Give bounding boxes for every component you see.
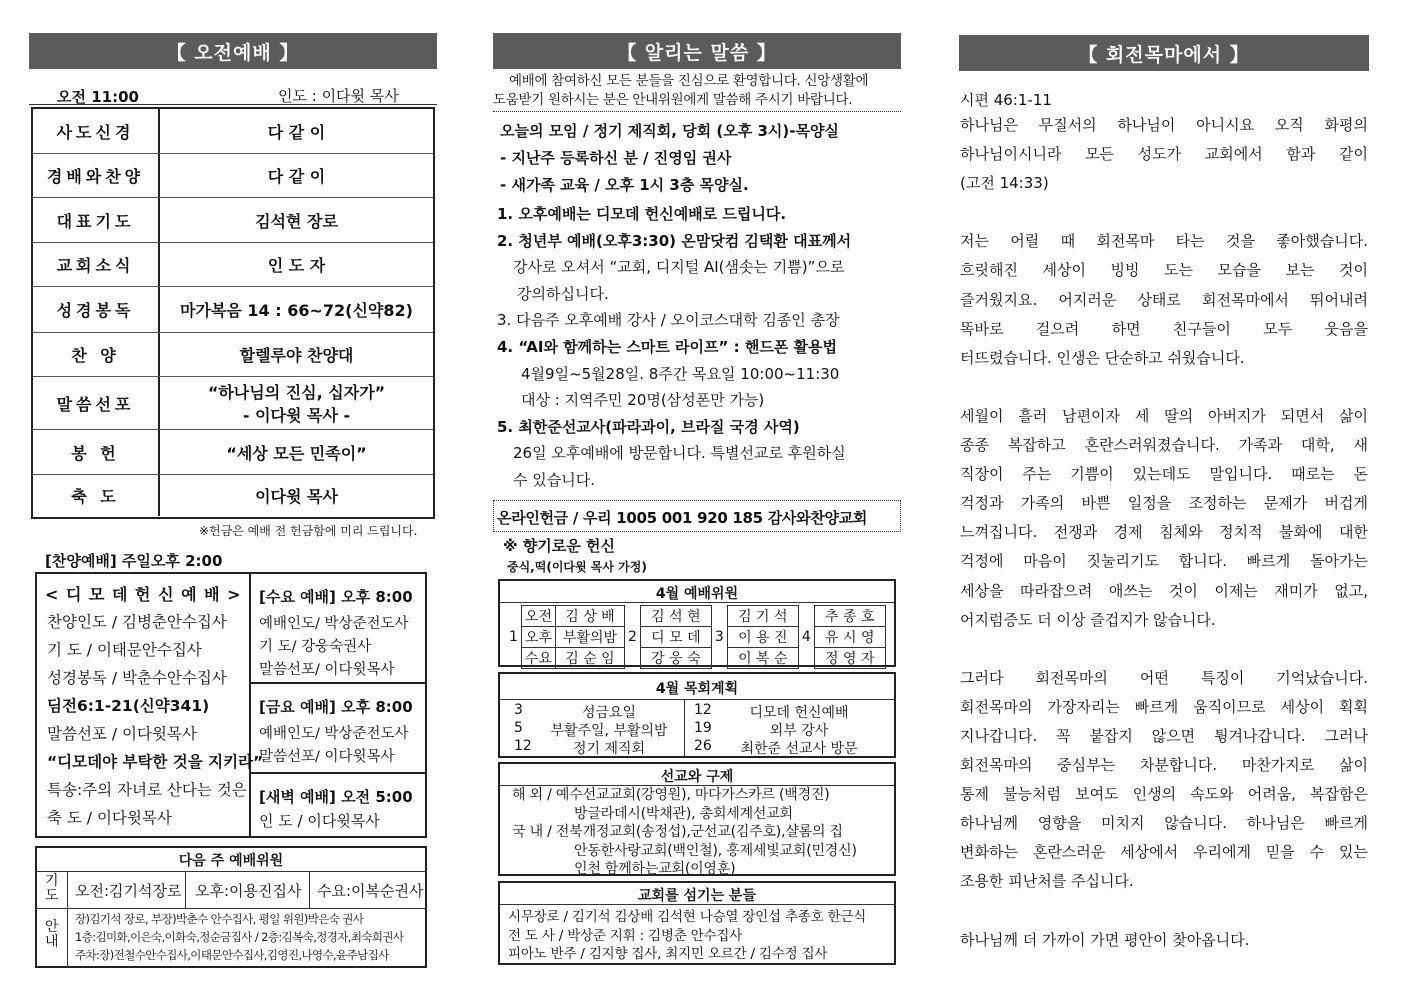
plan-event: 최한준 선교사 방문 [740, 741, 858, 757]
service-line: 인 도 / 이다윗목사 [259, 812, 380, 830]
notice-line: 대상 : 지역주민 20명(삼성폰만 가능) [521, 391, 765, 410]
week-number: 2 [627, 629, 637, 645]
order-label: 경배와찬양 [33, 154, 160, 197]
essay-line: 저는 어릴 때 회전목마 타는 것을 좋아했습니다. [960, 232, 1368, 251]
plan-event: 디모데 헌신예배 [749, 705, 849, 721]
order-label: 사도신경 [33, 109, 160, 153]
worship-leader: 인도 : 이다윗 목사 [278, 87, 399, 105]
order-value-text: 다 같 이 [267, 167, 326, 186]
divider [29, 104, 437, 105]
order-row [33, 333, 433, 377]
plan-date: 26 [694, 738, 712, 754]
committee-member: 김 기 석 [727, 606, 798, 627]
service-line: 말씀선포/ 이다윗목사 [259, 662, 395, 678]
welcome-line: 도움받기 원하시는 분은 안내위원에게 말씀해 주시기 바랍니다. [493, 92, 853, 108]
plan-date: 5 [514, 720, 523, 736]
church-servants [498, 881, 896, 965]
service-line: 예배인도/ 박상준전도사 [259, 616, 409, 632]
service-line: 말씀선포/ 이다윗목사 [259, 749, 395, 765]
order-row [33, 377, 433, 430]
divider [67, 871, 68, 966]
timothy-service-title: < 디 모 데 헌 신 예 배 > [45, 585, 242, 604]
order-row [33, 475, 433, 516]
meeting-line: - 지난주 등록하신 분 / 진영임 권사 [500, 149, 732, 167]
plan-event: 외부 강사 [769, 723, 829, 739]
plan-date: 12 [694, 702, 712, 718]
divider [37, 871, 425, 872]
welcome-line: 예배에 참여하신 모든 분들을 진심으로 환영합니다. 신앙생활에 [509, 73, 869, 89]
notice-line: 강의하십니다. [517, 284, 609, 303]
divider [309, 871, 310, 908]
order-value-text: 다 같 이 [267, 122, 326, 142]
divider [684, 699, 685, 756]
order-row [33, 109, 433, 154]
essay-line: 하나님께 영향을 미치지 않습니다. 하나님은 빠르게 [960, 814, 1368, 833]
april-plan-title: 4월 목회계획 [655, 681, 739, 697]
committee-member: 강 웅 숙 [640, 648, 711, 669]
plan-date: 12 [514, 738, 532, 754]
morning-worship-header: 【 오전예배 】 [29, 33, 437, 69]
order-value [160, 243, 433, 286]
order-value [160, 198, 433, 242]
pray-afternoon: 오후:이용진집사 [195, 882, 302, 900]
servants-line: 시무장로 / 김기석 김상배 김석현 나승열 장인섭 추종호 한근식 [508, 909, 867, 925]
plan-event: 정기 제직회 [572, 741, 646, 757]
paragraph-gap [960, 198, 1368, 227]
order-value [160, 287, 433, 332]
notice-line: 5. 최한준선교사(파라과이, 브라질 국경 사역) [497, 417, 800, 436]
essay-line: 걱정에 마음이 짓눌리기도 합니다. 빠르게 돌아가는 [960, 552, 1368, 571]
dawn-service-title: [새벽 예배] 오전 5:00 [259, 788, 413, 806]
essay-line: 어지럼증도 더 이상 즐겁지가 않습니다. [960, 610, 1216, 629]
pray-wednesday: 수요:이복순권사 [317, 882, 424, 900]
order-row [33, 198, 433, 243]
notice-line: 강사로 오셔서 “교회, 디지털 AI(샘솟는 기쁨)”으로 [513, 258, 845, 277]
pray-morning: 오전:김기석장로 [75, 882, 182, 900]
service-line: “디모데야 부탁한 것을 지키라” [47, 753, 264, 771]
divider [500, 904, 894, 905]
next-week-committee [35, 846, 427, 968]
next-week-title: 다음 주 예배위원 [178, 853, 284, 869]
mission-line: 해 외 / 예수선교교회(강영원), 마다가스카르 (백경진) [512, 787, 830, 803]
order-label: 대표기도 [33, 198, 160, 242]
order-label: 축 도 [33, 475, 160, 516]
committee-row [506, 648, 885, 669]
fragrant-detail: 중식,떡(이다윗 목사 가정) [507, 560, 647, 574]
announcements-header: 【 알리는 말씀 】 [493, 33, 901, 69]
divider [37, 908, 425, 909]
mission-line: 인천 함께하는교회(이영훈) [574, 861, 736, 877]
order-label: 찬 양 [33, 333, 160, 376]
essay-line: 조용한 피난처를 주십니다. [960, 872, 1134, 891]
essay-line: 느껴집니다. 전쟁과 경제 침체와 정치적 불화에 대한 [960, 523, 1368, 542]
service-line: 찬양인도 / 김병춘안수집사 [47, 613, 227, 631]
essay-line: 터뜨렸습니다. 인생은 단순하고 쉬웠습니다. [960, 348, 1245, 367]
service-line: 기 도/ 강웅숙권사 [259, 639, 372, 655]
service-line: 성경봉독 / 박춘수안수집사 [47, 669, 227, 687]
divider [500, 699, 894, 700]
mission-line: 방글라데시(박채관), 총회세계선교회 [574, 805, 793, 822]
notice-line: 1. 오후예배는 디모데 헌신예배로 드립니다. [497, 205, 787, 223]
order-value [160, 333, 433, 376]
committee-member: 정 영 자 [814, 648, 885, 669]
service-line: 말씀선포 / 이다윗목사 [47, 725, 197, 743]
mission-title: 선교와 구제 [660, 769, 734, 785]
notice-line: 수 있습니다. [513, 470, 595, 489]
committee-member: 부활의밤 [555, 627, 624, 648]
april-plan [498, 672, 896, 758]
service-type: 오전 [521, 606, 555, 627]
paragraph-gap [960, 897, 1368, 926]
essay-line: 하나님은 무질서의 하나님이 아니시요 오직 화평의 [960, 116, 1368, 134]
essay-line: 하나님이시니라 모든 성도가 교회에서 함과 같이 [960, 145, 1368, 164]
essay-line: 즐거웠지요. 어지러운 상태로 회전목마에서 뛰어내려 [960, 290, 1368, 309]
service-line: 축 도 / 이다윗목사 [47, 809, 172, 827]
essay-line: 세상을 따라잡으려 애쓰는 것이 이제는 재미가 없고, [960, 581, 1368, 600]
meeting-line: - 새가족 교육 / 오후 1시 3층 목양실. [500, 176, 749, 194]
committee-member: 이 용 진 [727, 627, 798, 648]
order-of-service [31, 107, 435, 519]
pray-label: 기도 [45, 873, 59, 904]
plan-date: 19 [694, 720, 712, 736]
essay-line: 세월이 흘러 남편이자 세 딸의 아버지가 되면서 삶이 [960, 406, 1368, 425]
order-value [160, 475, 433, 516]
essay-line: (고전 14:33) [960, 174, 1049, 193]
notice-line: 2. 청년부 예배(오후3:30) 온맘닷컴 김택환 대표께서 [497, 231, 852, 250]
committee-member: 김 순 임 [555, 648, 624, 669]
order-row [33, 243, 433, 287]
mission-line: 국 내 / 전북개정교회(송정섭),군선교(김주호),샬롬의 집 [512, 824, 843, 840]
divider [185, 871, 186, 908]
divider [251, 772, 425, 774]
essay-line: 지나갑니다. 꼭 붙잡지 않으면 튕겨나갑니다. 그러나 [960, 726, 1368, 745]
essay-line: 걱정과 가족의 바쁜 일정을 조정하는 문제가 버겁게 [960, 494, 1368, 513]
order-value-sub: - 이다윗 목사 - [242, 406, 351, 425]
committee-row [506, 606, 885, 627]
order-row [33, 287, 433, 333]
notice-line: 26일 오후예배에 방문합니다. 특별선교로 후원하실 [513, 444, 846, 463]
service-line: 기 도 / 이태문안수집사 [47, 641, 202, 659]
notice-line: 4월9일~5월28일. 8주간 목요일 10:00~11:30 [521, 364, 840, 383]
order-label: 성경봉독 [33, 287, 160, 332]
servants-line: 피아노 반주 / 김지향 집사, 최지민 오르간 / 김수정 집사 [508, 946, 828, 962]
mission-line: 안동한사랑교회(백인철), 홍제세빛교회(민경신) [574, 842, 857, 859]
committee-table [506, 605, 886, 669]
worship-time: 오전 11:00 [57, 88, 139, 106]
fri-service-title: [금요 예배] 오후 8:00 [259, 698, 413, 716]
paragraph-gap [960, 373, 1368, 402]
essay-line: 회전목마의 가장자리는 빠르게 움직이므로 세상이 획획 [960, 697, 1368, 716]
plan-event: 부활주일, 부활의밤 [550, 723, 668, 739]
essay-line: 똑바로 걸으려 하면 친구들이 모두 웃음을 [960, 319, 1368, 338]
meditation-essay [960, 111, 1368, 955]
order-value-text: 이다윗 목사 [255, 487, 338, 506]
service-line: 예배인도/ 박상준전도사 [259, 726, 409, 742]
committee-member: 김 석 현 [640, 606, 711, 627]
fragrant-title: ※ 향기로운 헌신 [503, 537, 615, 555]
order-value-text: “세상 모든 민족이” [226, 443, 367, 463]
weekday-services-box [35, 572, 427, 838]
order-row [33, 430, 433, 475]
essay-line: 하나님께 더 가까이 가면 평안이 찾아옵니다. [960, 930, 1250, 949]
order-row [33, 154, 433, 198]
week-number: 4 [801, 629, 811, 645]
committee-member: 이 복 순 [727, 648, 798, 669]
plan-event: 성금요일 [581, 705, 637, 721]
essay-line: 변화하는 혼란스러운 세상에서 우리에게 믿을 수 있는 [960, 843, 1368, 862]
order-value-text: 김석현 장로 [255, 211, 338, 231]
offering-note: ※헌금은 예배 전 헌금함에 미리 드립니다. [199, 524, 418, 538]
notice-line: 4. “AI와 함께하는 스마트 라이프” : 핸드폰 활용법 [497, 337, 837, 356]
committee-member: 추 종 호 [814, 606, 885, 627]
scripture-ref: 시편 46:1-11 [960, 91, 1052, 109]
week-number: 1 [509, 629, 518, 645]
order-label: 말씀선포 [33, 377, 160, 429]
essay-line: 통제 불능처럼 보여도 인생의 속도와 어려움, 복잡함은 [960, 785, 1368, 804]
divider [251, 682, 425, 684]
divider [249, 574, 251, 836]
order-value-text: 마가복음 14 : 66~72(신약82) [180, 301, 413, 320]
order-value [160, 154, 433, 197]
order-value-text: “하나님의 진심, 십자가” [207, 383, 386, 402]
committee-member: 김 상 배 [555, 606, 624, 627]
meeting-line: 오늘의 모임 / 정기 제직회, 당회 (오후 3시)-목양실 [500, 122, 839, 140]
guide-label: 안내 [45, 919, 59, 950]
plan-date: 3 [514, 702, 523, 718]
service-line: 딤전6:1-21(신약341) [47, 697, 210, 715]
wed-service-title: [수요 예배] 오후 8:00 [259, 588, 413, 606]
committee-row [506, 627, 885, 648]
service-type: 오후 [521, 627, 555, 648]
notice-line: 3. 다음주 오후예배 강사 / 오이코스대학 김종인 총장 [497, 311, 840, 330]
essay-line: 흐릿해진 세상이 빙빙 도는 모습을 보는 것이 [960, 261, 1368, 280]
committee-member: 디 모 데 [640, 627, 711, 648]
essay-line: 종종 복잡하고 혼란스러워졌습니다. 가족과 대학, 새 [960, 436, 1368, 455]
order-value-text: 인 도 자 [267, 256, 326, 275]
servants-line: 전 도 사 / 박상준 지휘 : 김병춘 안수집사 [508, 927, 743, 944]
order-label: 봉 헌 [33, 430, 160, 474]
guide-line: 장)김기석 장로, 부장)박춘수 안수집사, 평일 위원)박은숙 권사 [75, 912, 364, 926]
divider [500, 602, 894, 603]
meditation-header: 【 회전목마에서 】 [959, 35, 1369, 71]
committee-member: 유 시 영 [814, 627, 885, 648]
guide-line: 1층:김미화,이은숙,이화숙,정순금집사 / 2층:김복숙,정경자,최숙희권사 [75, 930, 404, 944]
service-line: 특송:주의 자녀로 산다는 것은 [47, 781, 247, 799]
servants-title: 교회를 섬기는 분들 [638, 888, 756, 904]
week-number: 3 [714, 629, 724, 645]
april-committee [498, 579, 896, 667]
order-value [160, 109, 433, 153]
mission-relief [498, 762, 896, 876]
online-offering: 온라인헌금 / 우리 1005 001 920 185 감사와찬양교회 [493, 500, 901, 532]
order-value [160, 430, 433, 474]
guide-line: 주차:장)전철수안수집사,이태문안수집사,김영진,나영수,윤주남집사 [75, 948, 389, 962]
divider [493, 111, 901, 112]
service-type: 수요 [521, 648, 555, 669]
april-committee-title: 4월 예배위원 [655, 586, 739, 602]
essay-line: 그러다 회전목마의 어떤 특징이 기억났습니다. [960, 668, 1368, 687]
committee-grid [506, 605, 886, 669]
essay-line: 직장이 주는 기쁨이 있는데도 말입니다. 때로는 돈 [960, 465, 1368, 484]
order-label: 교회소식 [33, 243, 160, 286]
praise-worship-title: [찬양예배] 주일오후 2:00 [45, 552, 223, 570]
paragraph-gap [960, 635, 1368, 664]
order-value [160, 377, 433, 429]
essay-line: 회전목마의 중심부는 차분합니다. 마찬가지로 삶이 [960, 756, 1368, 775]
order-value-text: 할렐루야 찬양대 [239, 346, 354, 365]
